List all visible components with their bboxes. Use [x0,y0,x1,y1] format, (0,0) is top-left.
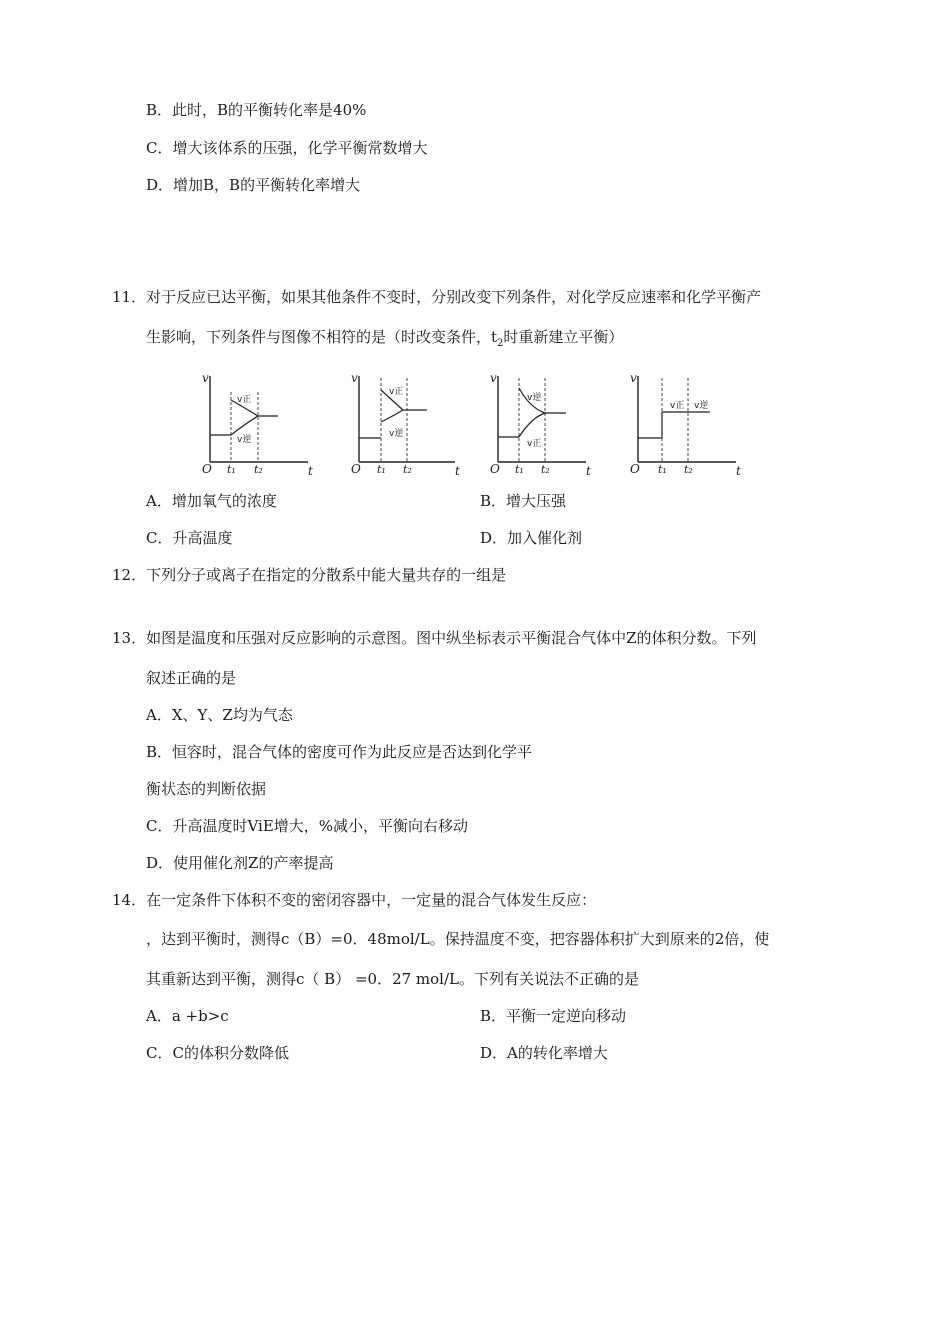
svg-text:v: v [351,371,358,385]
q14-stem-line2: ，达到平衡时，测得c（B）=0．48mol/L。保持温度不变，把容器体积扩大到原来的2倍，使 [146,930,770,948]
svg-text:t₁: t₁ [515,463,524,476]
svg-text:t₁: t₁ [227,463,236,476]
q13-option-d: D．使用催化剂Z的产率提高 [146,854,334,872]
svg-text:t₁: t₁ [658,463,667,476]
svg-text:v逆: v逆 [694,401,709,411]
q11-graph-4 [626,370,776,478]
q12-stem: 12．下列分子或离子在指定的分散系中能大量共存的一组是 [112,566,507,584]
q14-option-d: D．A的转化率增大 [480,1044,608,1062]
q11-graph-3 [486,370,636,478]
svg-text:O: O [202,462,212,476]
q13-option-b-line2: 衡状态的判断依据 [146,780,267,798]
svg-text:v正: v正 [389,387,404,397]
svg-text:t₂: t₂ [403,463,412,476]
svg-text:v逆: v逆 [237,435,252,445]
q13-stem-line2: 叙述正确的是 [146,669,237,687]
svg-text:t₁: t₁ [377,463,386,476]
q10-option-c: C．增大该体系的压强，化学平衡常数增大 [146,139,428,157]
q13-stem-line1: 13．如图是温度和压强对反应影响的示意图。图中纵坐标表示平衡混合气体中Z的体积分数。下列 [112,629,757,647]
q11-option-d: D．加入催化剂 [480,529,583,547]
q11-graph-1 [200,370,350,478]
svg-text:t₂: t₂ [541,463,550,476]
q11-stem-line1: 11．对于反应已达平衡，如果其他条件不变时，分别改变下列条件，对化学反应速率和化学平衡产 [112,288,762,306]
svg-text:v: v [202,371,209,385]
svg-text:v: v [490,371,497,385]
q11-option-a: A．增加氧气的浓度 [146,492,277,510]
q10-option-b: B．此时，B的平衡转化率是40% [146,101,367,119]
svg-text:t: t [455,464,460,478]
q13-option-a: A．X、Y、Z均为气态 [146,706,293,724]
q11-option-c: C．升高温度 [146,529,233,547]
svg-text:v逆: v逆 [389,429,404,439]
q14-stem-line1: 14．在一定条件下体积不变的密闭容器中，一定量的混合气体发生反应： [112,891,597,909]
svg-text:v正: v正 [670,401,685,411]
q10-option-d: D．增加B，B的平衡转化率增大 [146,176,361,194]
svg-text:t: t [736,464,741,478]
svg-text:t₂: t₂ [684,463,693,476]
svg-text:v逆: v逆 [527,393,542,403]
svg-text:t: t [586,464,591,478]
q14-option-c: C．C的体积分数降低 [146,1044,289,1062]
svg-text:O: O [351,462,361,476]
svg-text:v正: v正 [527,439,542,449]
q14-option-b: B．平衡一定逆向移动 [480,1007,627,1025]
q13-option-c: C．升高温度时ViE增大，%减小，平衡向右移动 [146,817,469,835]
q11-stem-line2: 生影响，下列条件与图像不相符的是（时改变条件，$t_2$时重新建立平衡） [146,328,624,349]
q11-graph-2 [347,370,497,478]
q14-stem-line3: 其重新达到平衡，测得c（ B） =0．27 mol/L。下列有关说法不正确的是 [146,970,639,988]
svg-text:t₂: t₂ [254,463,263,476]
q11-option-b: B．增大压强 [480,492,567,510]
svg-text:v正: v正 [237,395,252,405]
svg-text:O: O [630,462,640,476]
svg-text:v: v [630,371,637,385]
q14-option-a: A．a +b>c [146,1007,229,1025]
svg-text:t: t [308,464,313,478]
q13-option-b-line1: B．恒容时，混合气体的密度可作为此反应是否达到化学平 [146,743,533,761]
svg-text:O: O [490,462,500,476]
